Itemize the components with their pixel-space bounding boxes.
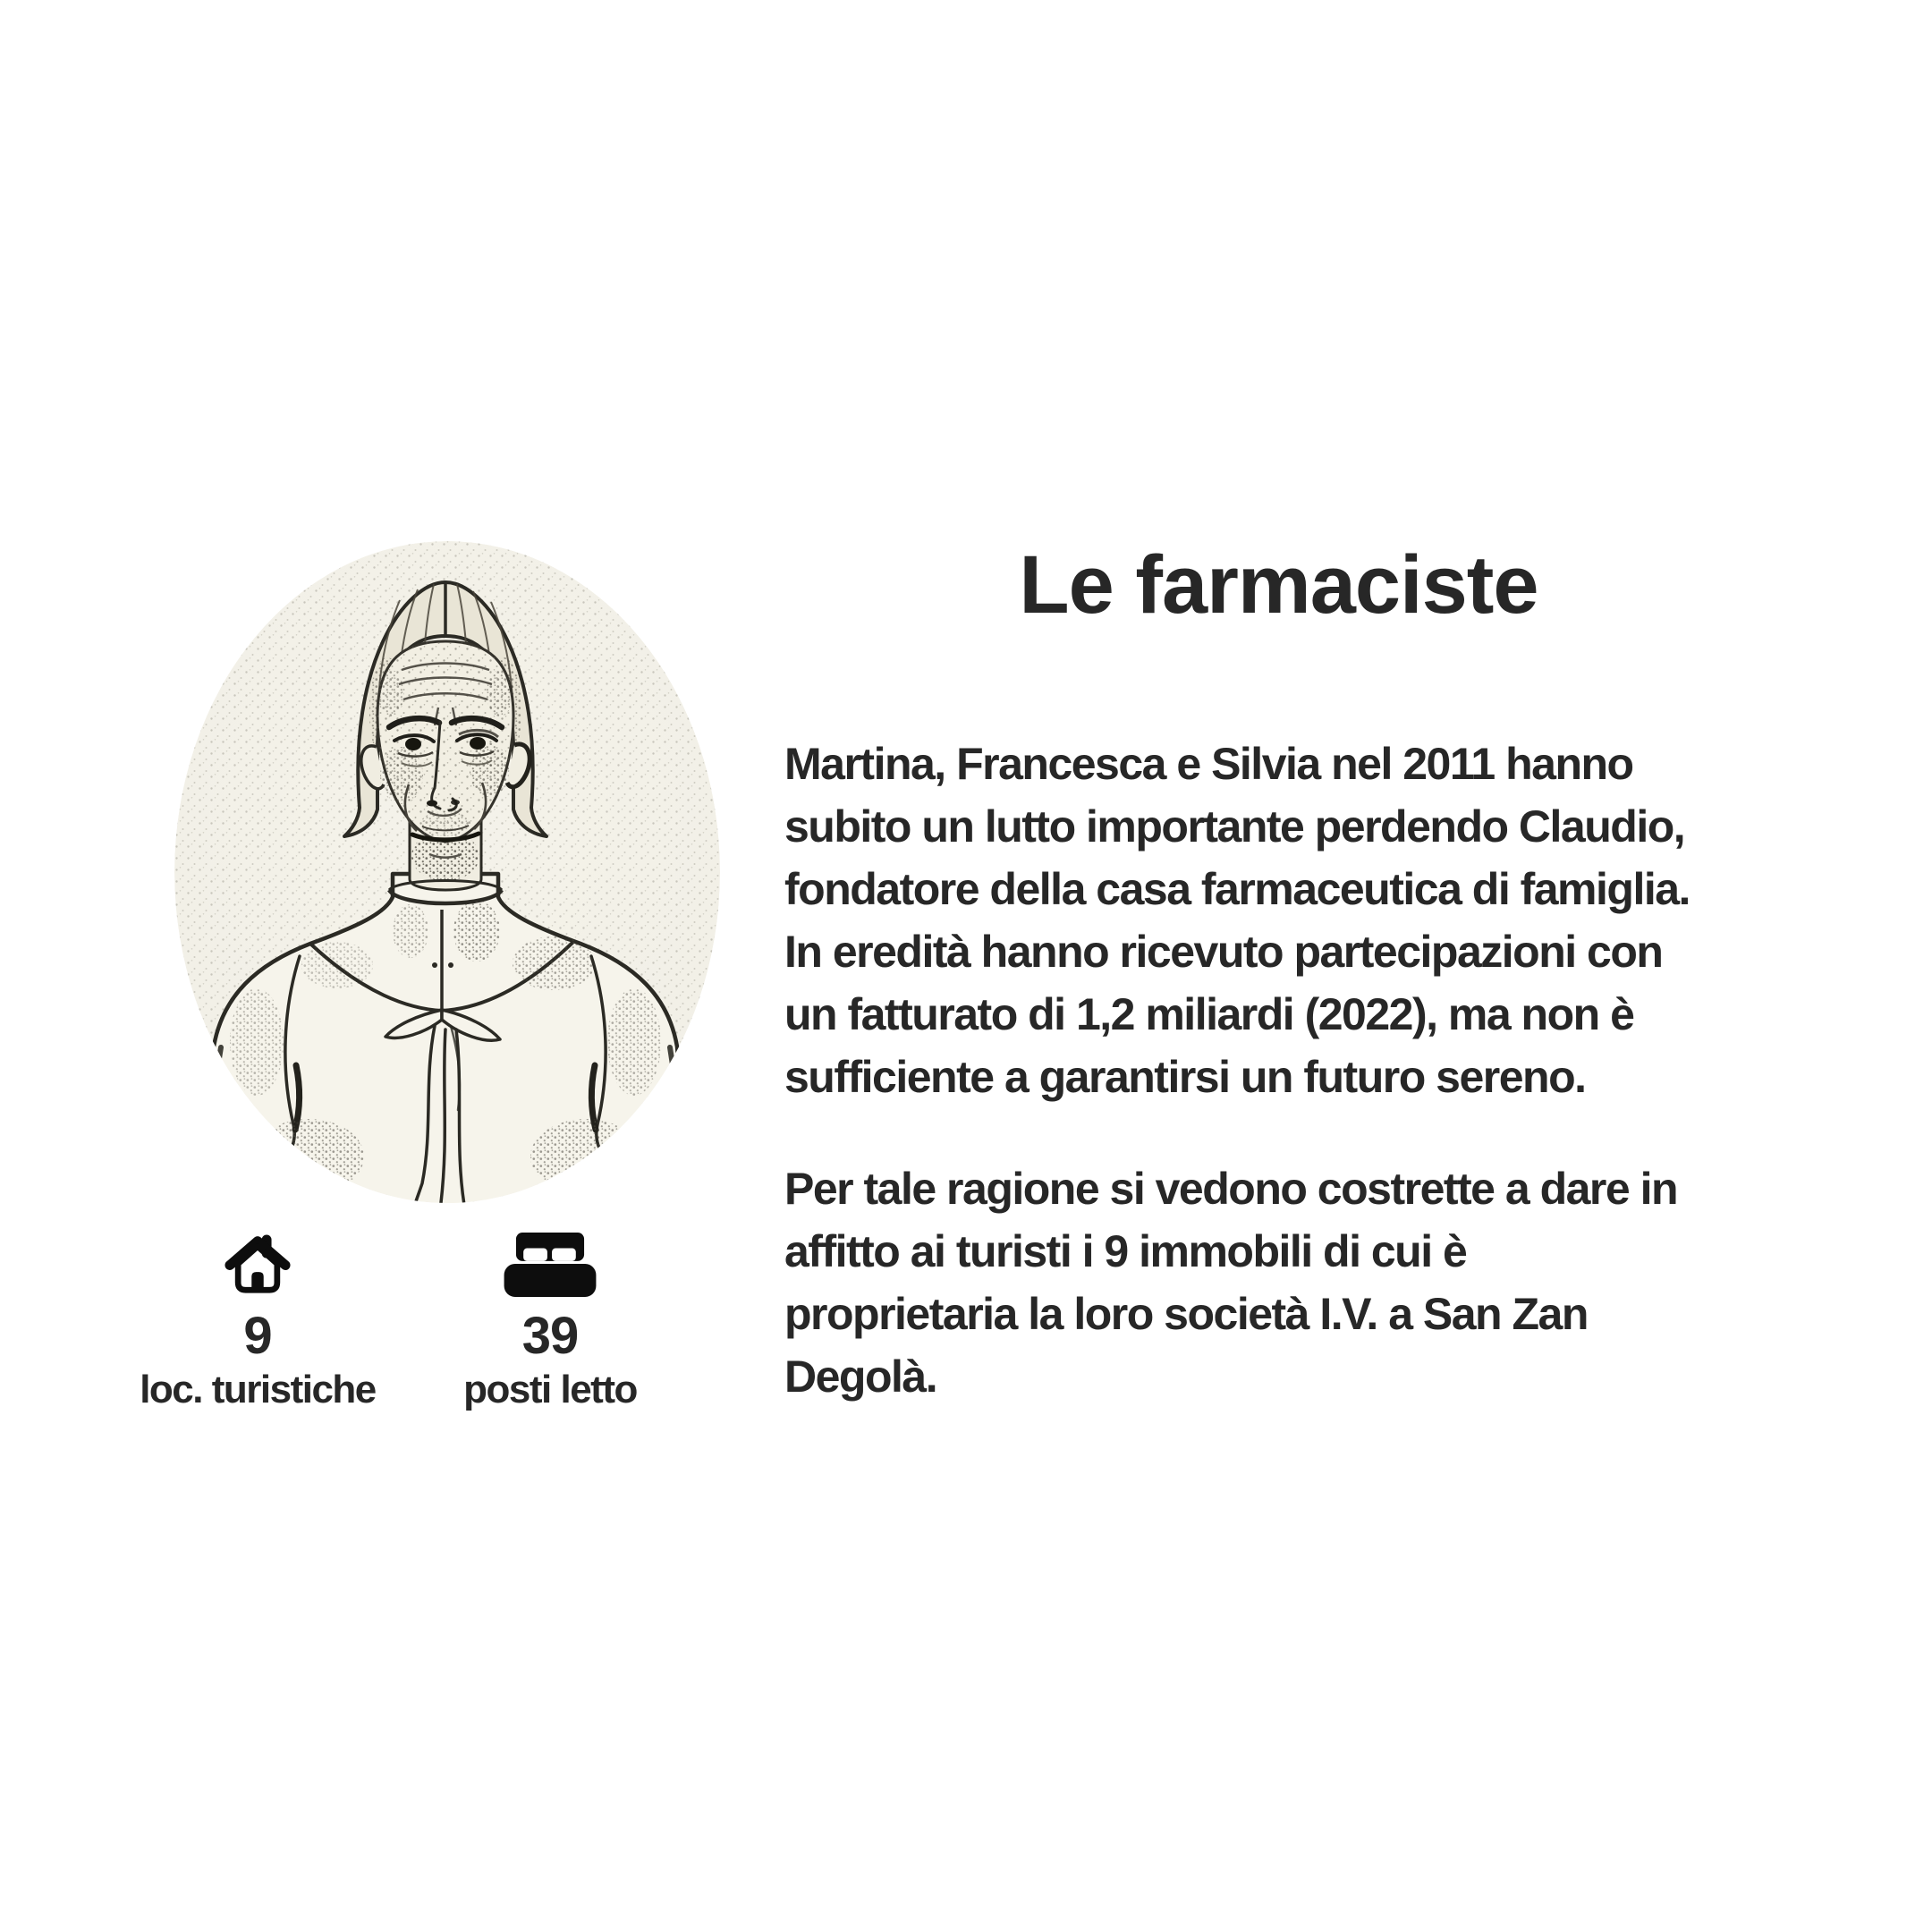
paragraph-1 (784, 733, 1773, 1108)
woman-sketch-oval (174, 541, 720, 1203)
paragraph-line: Degolà. (784, 1352, 937, 1402)
stat-beds (416, 1227, 684, 1413)
paragraph-line: fondatore della casa farmaceutica di famiglia. (784, 864, 1690, 914)
paragraph-2 (784, 1157, 1773, 1408)
paragraph-line: affitto ai turisti i 9 immobili di cui è (784, 1226, 1467, 1276)
paragraph-line: In eredità hanno ricevuto partecipazioni con (784, 927, 1663, 977)
stat-value: 39 (521, 1307, 579, 1365)
bed-icon (416, 1227, 684, 1297)
paragraph-line: sufficiente a garantirsi un futuro sereno. (784, 1052, 1586, 1102)
stat-value: 9 (243, 1307, 272, 1365)
house-icon (123, 1227, 392, 1297)
page-title: Le farmaciste (1019, 539, 1538, 631)
stat-label: posti letto (463, 1368, 637, 1411)
stat-tourist-locations (123, 1227, 392, 1413)
portrait-illustration (174, 541, 720, 1203)
paragraph-line: Per tale ragione si vedono costrette a dare in (784, 1164, 1678, 1214)
paragraph-line: un fatturato di 1,2 miliardi (2022), ma non è (784, 989, 1634, 1039)
paragraph-line: subito un lutto importante perdendo Claudio, (784, 801, 1685, 852)
stat-label: loc. turistiche (140, 1368, 376, 1411)
paragraph-line: Martina, Francesca e Silvia nel 2011 hanno (784, 739, 1633, 789)
paragraph-line: proprietaria la loro società I.V. a San Zan (784, 1289, 1588, 1339)
